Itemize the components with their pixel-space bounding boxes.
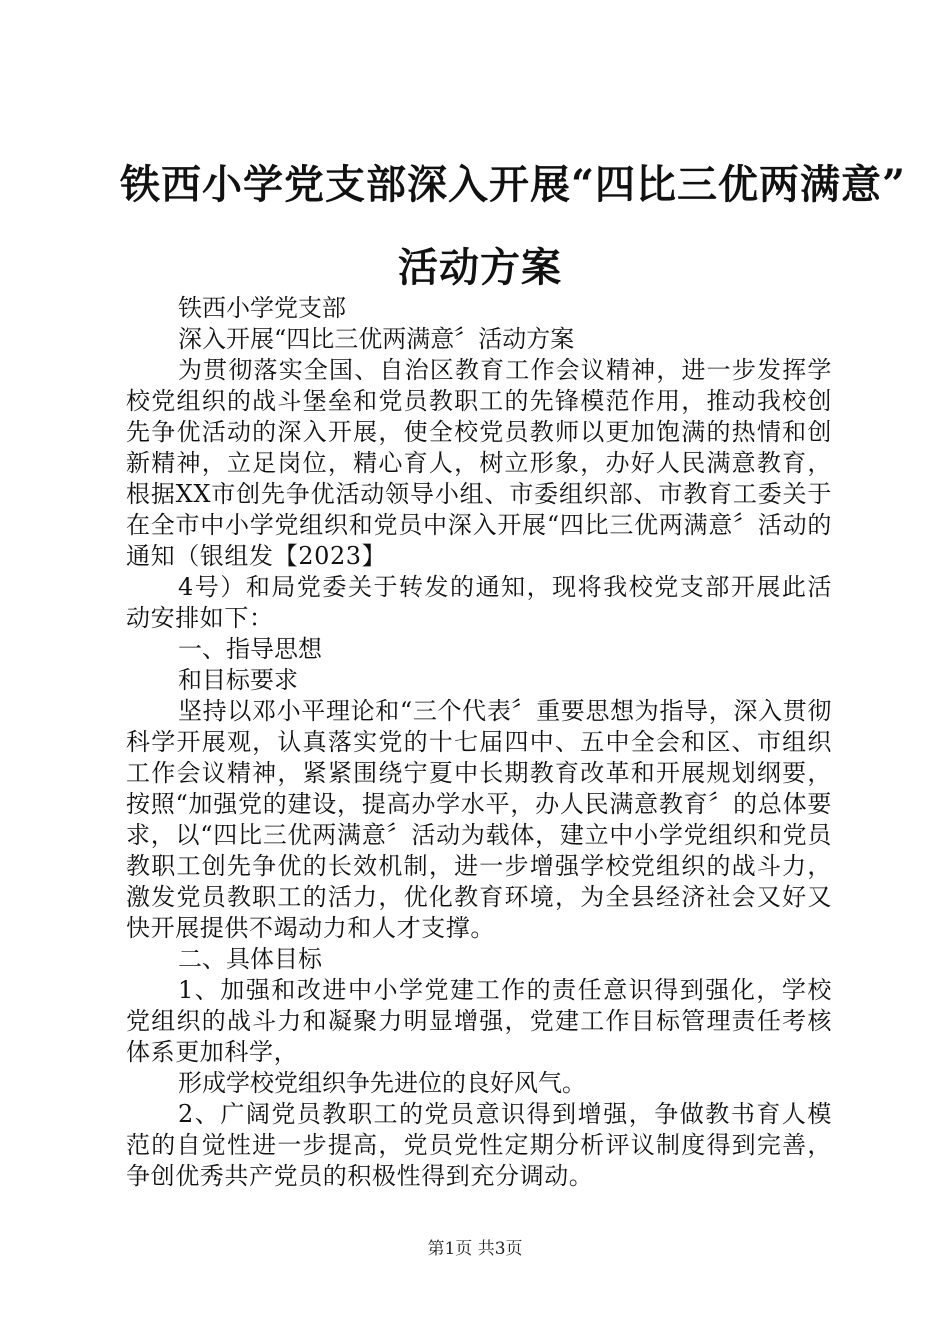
page-number: 第1页 共3页 — [427, 1239, 523, 1259]
paragraph-organization: 铁西小学党支部 — [178, 294, 346, 322]
paragraph-subtitle: 深入开展“四比三优两满意〞活动方案 — [178, 325, 575, 353]
paragraph-intro: 为贯彻落实全国、自治区教育工作会议精神，进一步发挥学校党组织的战斗堡垒和党员教职工的先锋模范作用，推动我校创先争优活动的深入开展，使全校党员教师以更加饱满的热情和创新精神，立足岗位，精心育人，树立形象，办好人民满意教育，根据XX市创先争优活动领导小组、市委组织部、市教育工委关于在全市中小学党组织和党员中深入开展“四比三优两满意〞活动的通知（银组发【2023】 — [126, 356, 832, 570]
document-title-line-1: 铁西小学党支部深入开展“四比三优两满意” — [120, 161, 907, 208]
section-heading-goals: 和目标要求 — [178, 666, 298, 694]
document-title-line-2: 活动方案 — [398, 244, 562, 291]
paragraph-goal-2: 2、广阔党员教职工的党员意识得到增强，争做教书育人模范的自觉性进一步提高，党员党性定期分析评议制度得到完善，争创优秀共产党员的积极性得到充分调动。 — [126, 1100, 832, 1190]
paragraph-intro-continued: 4号）和局党委关于转发的通知，现将我校党支部开展此活动安排如下： — [126, 573, 832, 632]
section-heading-guiding-ideology: 一、指导思想 — [178, 635, 322, 663]
document-body — [126, 293, 832, 1192]
paragraph-guiding-ideology: 坚持以邓小平理论和“三个代表〞重要思想为指导，深入贯彻科学开展观，认真落实党的十七届四中、五中全会和区、市组织工作会议精神，紧紧围绕宁夏中长期教育改革和开展规划纲要，按照“加强党的建设，提高办学水平，办人民满意教育〞的总体要求，以“四比三优两满意〞活动为载体，建立中小学党组织和党员教职工创先争优的长效机制，进一步增强学校党组织的战斗力，激发党员教职工的活力，优化教育环境，为全县经济社会又好又快开展提供不竭动力和人才支撑。 — [126, 697, 832, 942]
section-heading-specific-goals: 二、具体目标 — [178, 945, 322, 973]
paragraph-goal-1-continued: 形成学校党组织争先进位的良好风气。 — [178, 1069, 586, 1097]
paragraph-goal-1: 1、加强和改进中小学党建工作的责任意识得到强化，学校党组织的战斗力和凝聚力明显增强，党建工作目标管理责任考核体系更加科学， — [126, 976, 832, 1066]
